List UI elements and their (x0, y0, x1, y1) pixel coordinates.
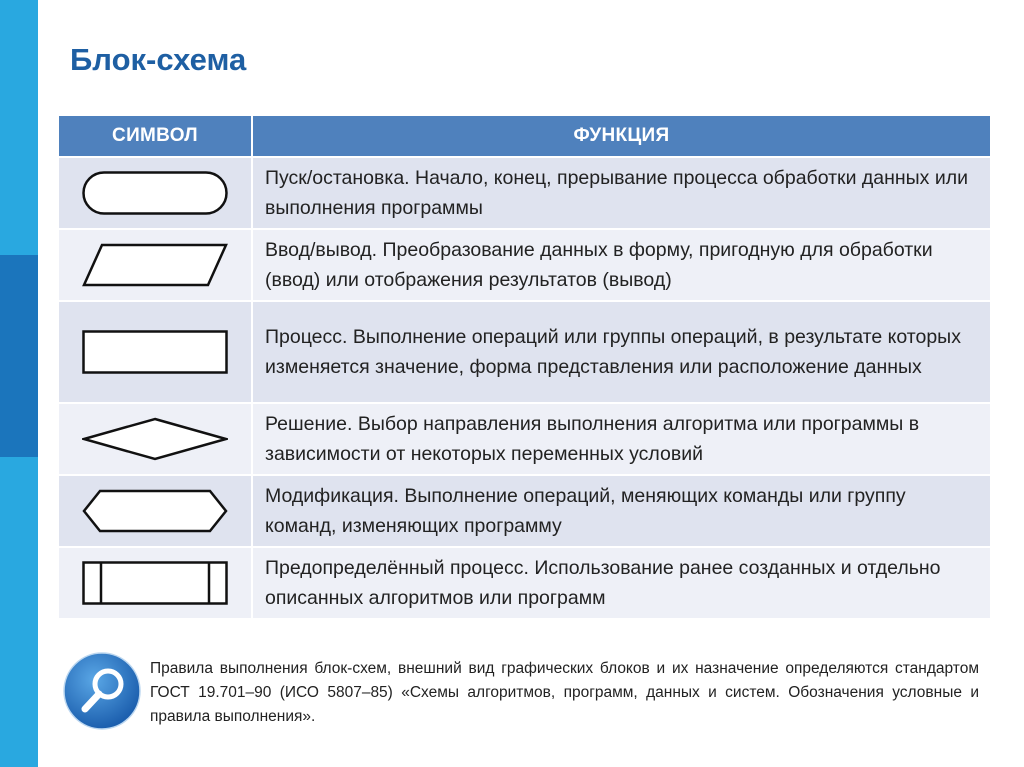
diamond-shape-icon (82, 417, 228, 461)
page-title: Блок-схема (70, 42, 247, 77)
function-cell: Предопределённый процесс. Использование ранее созданных и отдельно описанных алгоритмов или программ (253, 548, 990, 618)
symbol-cell-predefined-process (59, 548, 251, 618)
rectangle-shape-icon (82, 330, 228, 374)
function-cell: Ввод/вывод. Преобразование данных в форму, пригодную для обработки (ввод) или отображения результатов (вывод) (253, 230, 990, 300)
terminator-shape-icon (82, 171, 228, 215)
symbol-cell-hexagon (59, 476, 251, 546)
header-symbol: СИМВОЛ (59, 116, 251, 156)
side-bar-accent (0, 255, 38, 457)
magnifier-icon (62, 651, 142, 731)
function-cell: Решение. Выбор направления выполнения алгоритма или программы в зависимости от некоторых переменных условий (253, 404, 990, 474)
parallelogram-shape-icon (82, 243, 228, 287)
function-cell: Пуск/остановка. Начало, конец, прерывание процесса обработки данных или выполнения программы (253, 158, 990, 228)
header-function: ФУНКЦИЯ (253, 116, 990, 156)
symbol-cell-diamond (59, 404, 251, 474)
symbol-cell-rectangle (59, 302, 251, 402)
symbol-cell-terminator (59, 158, 251, 228)
function-cell: Модификация. Выполнение операций, меняющих команды или группу команд, изменяющих программу (253, 476, 990, 546)
symbol-cell-parallelogram (59, 230, 251, 300)
flowchart-symbols-table (59, 116, 990, 618)
gost-note: Правила выполнения блок-схем, внешний вид графических блоков и их назначение определяются стандартом ГОСТ 19.701–90 (ИСО 5807–85) «Схемы алгоритмов, программ, данных и систем. Обозначения условные и правила выполнения». (150, 660, 979, 725)
hexagon-shape-icon (82, 489, 228, 533)
predefined-process-shape-icon (82, 561, 228, 605)
function-cell: Процесс. Выполнение операций или группы операций, в результате которых изменяется значение, форма представления или расположение данных (253, 302, 990, 402)
